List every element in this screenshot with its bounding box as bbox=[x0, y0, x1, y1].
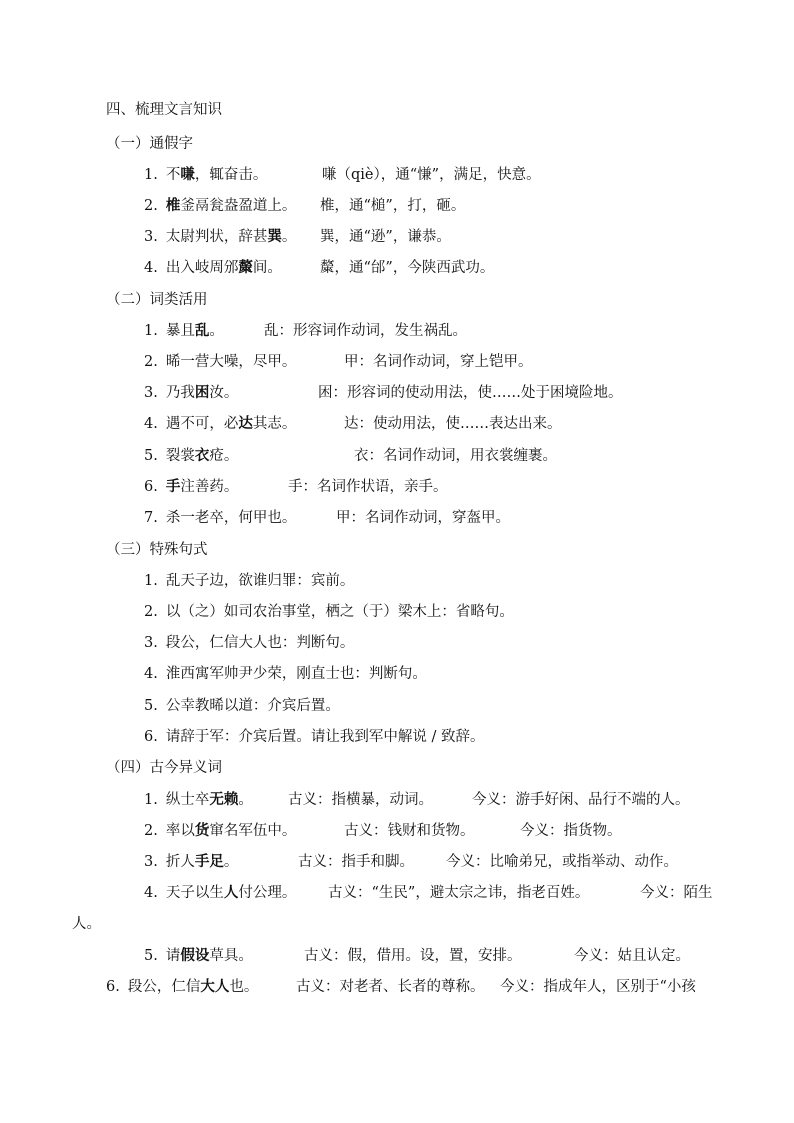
list-item: 2. 椎釜鬲瓮盎盈道上。 bbox=[144, 197, 297, 214]
item-explanation: 斄，通“邰”，今陕西武功。 bbox=[320, 260, 495, 276]
item-explanation: 达：使动用法，使……表达出来。 bbox=[344, 416, 562, 432]
list-item: 5. 公幸教晞以道：介宾后置。 bbox=[144, 698, 340, 714]
ancient-meaning: 古义：对老者、长者的尊称。 bbox=[296, 979, 485, 995]
item-explanation: 困：形容词的使动用法，使……处于困境险地。 bbox=[318, 385, 623, 401]
list-item: 5. 裂裳衣疮。 bbox=[144, 447, 239, 464]
section-heading-gujinyiyici: （四）古今异义词 bbox=[106, 760, 222, 776]
list-item: 4. 天子以生人付公理。 bbox=[144, 884, 297, 901]
list-item: 6. 请辞于军：介宾后置。请让我到军中解说 / 致辞。 bbox=[144, 729, 485, 745]
item-explanation: 甲：名词作动词，穿盔甲。 bbox=[336, 510, 510, 526]
list-item: 2. 晞一营大噪，尽甲。 bbox=[144, 354, 297, 370]
ancient-meaning: 古义：指手和脚。 bbox=[298, 854, 414, 870]
section-heading-teshujushi: （三）特殊句式 bbox=[106, 542, 208, 558]
item-explanation: 乱：形容词作动词，发生祸乱。 bbox=[264, 323, 467, 339]
list-item: 1. 乱天子边，欲谁归罪：宾前。 bbox=[144, 573, 355, 589]
list-item: 4. 淮西寓军帅尹少荣，刚直士也：判断句。 bbox=[144, 666, 427, 682]
list-item: 3. 折人手足。 bbox=[144, 853, 239, 870]
page-title: 四、梳理文言知识 bbox=[106, 102, 222, 118]
section-heading-cileihuoyong: （二）词类活用 bbox=[106, 292, 208, 308]
list-item: 5. 请假设草具。 bbox=[144, 947, 253, 964]
list-item: 3. 段公，仁信大人也：判断句。 bbox=[144, 635, 355, 651]
wrapped-continuation: 人。 bbox=[72, 916, 101, 932]
ancient-meaning: 古义：指横暴，动词。 bbox=[288, 792, 433, 808]
item-explanation: 巽，通“逊”，谦恭。 bbox=[320, 229, 451, 245]
list-item: 1. 不嗛，辄奋击。 bbox=[144, 166, 268, 183]
list-item: 6. 段公，仁信大人也。 bbox=[106, 978, 259, 995]
list-item: 1. 暴且乱。 bbox=[144, 322, 224, 339]
list-item: 2. 率以货窜名军伍中。 bbox=[144, 822, 297, 839]
list-item: 4. 出入岐周邠斄间。 bbox=[144, 259, 282, 276]
modern-meaning: 今义：比喻弟兄，或指举动、动作。 bbox=[446, 854, 678, 870]
modern-meaning: 今义：陌生 bbox=[640, 885, 713, 901]
modern-meaning: 今义：游手好闲、品行不端的人。 bbox=[472, 792, 690, 808]
list-item: 7. 杀一老卒，何甲也。 bbox=[144, 510, 297, 526]
modern-meaning: 今义：指成年人，区别于“小孩 bbox=[500, 979, 696, 995]
item-explanation: 椎，通“槌”，打，砸。 bbox=[320, 198, 466, 214]
list-item: 2. 以（之）如司农治事堂，栖之（于）梁木上：省略句。 bbox=[144, 604, 514, 620]
list-item: 4. 遇不可，必达其志。 bbox=[144, 415, 297, 432]
item-explanation: 衣：名词作动词，用衣裳缠裹。 bbox=[354, 448, 557, 464]
list-item: 1. 纵士卒无赖。 bbox=[144, 791, 253, 808]
ancient-meaning: 古义：“生民”，避太宗之讳，指老百姓。 bbox=[328, 885, 590, 901]
ancient-meaning: 古义：钱财和货物。 bbox=[344, 823, 475, 839]
item-explanation: 嗛（qiè），通“慊”，满足，快意。 bbox=[322, 167, 541, 183]
modern-meaning: 今义：指货物。 bbox=[520, 823, 622, 839]
section-heading-tongjiazi: （一）通假字 bbox=[106, 136, 193, 152]
item-explanation: 手：名词作状语，亲手。 bbox=[288, 479, 448, 495]
list-item: 6. 手注善药。 bbox=[144, 478, 239, 495]
ancient-meaning: 古义：假，借用。设，置，安排。 bbox=[304, 948, 522, 964]
list-item: 3. 太尉判状，辞甚巽。 bbox=[144, 228, 297, 245]
list-item: 3. 乃我困汝。 bbox=[144, 384, 239, 401]
modern-meaning: 今义：姑且认定。 bbox=[574, 948, 690, 964]
item-explanation: 甲：名词作动词，穿上铠甲。 bbox=[344, 354, 533, 370]
